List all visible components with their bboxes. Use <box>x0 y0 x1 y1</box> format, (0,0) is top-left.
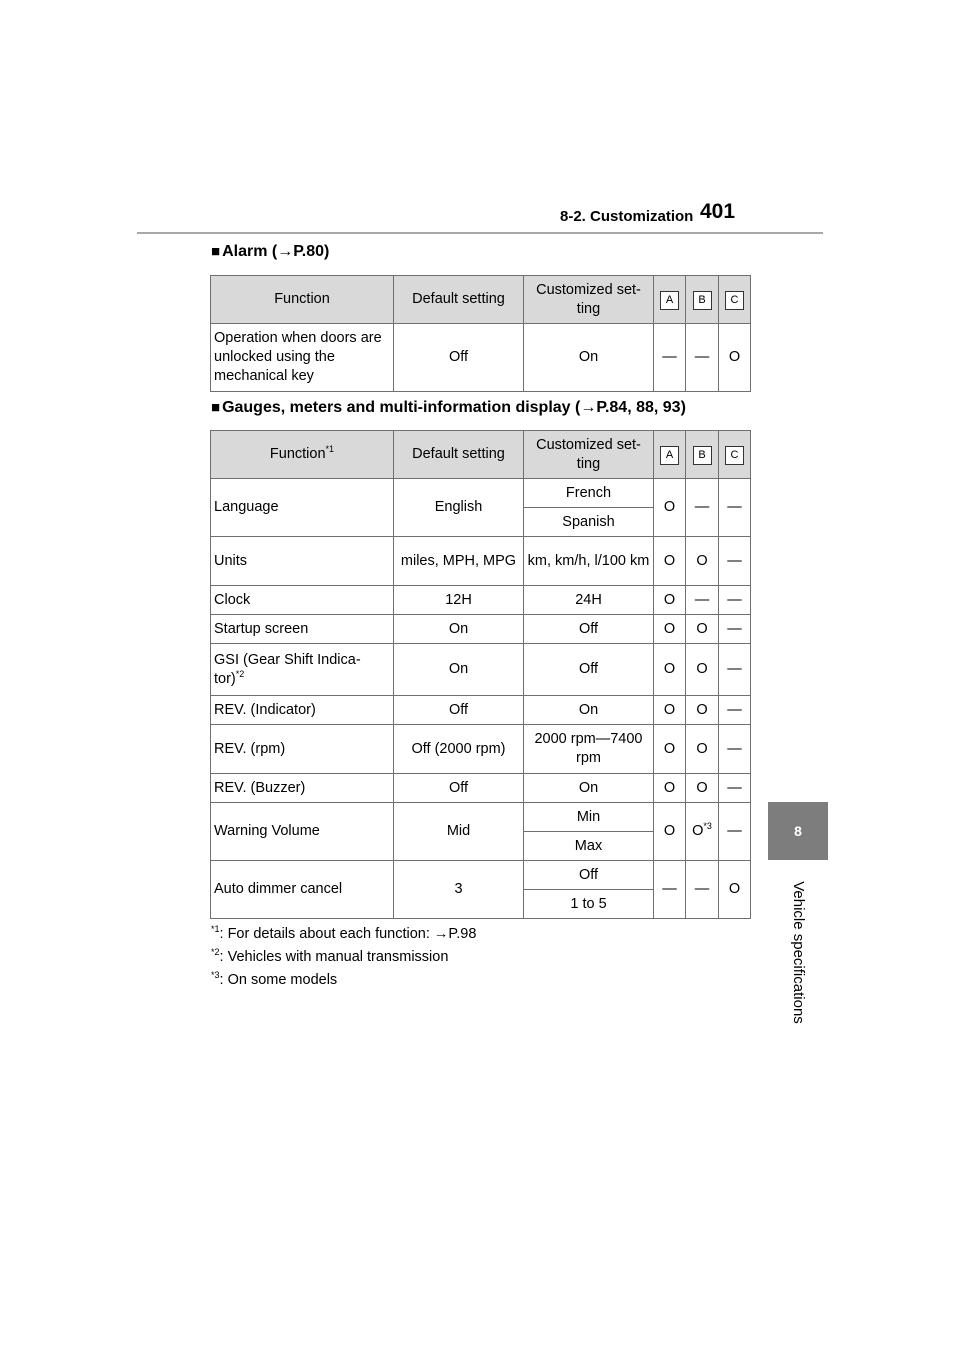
header-a <box>654 431 686 479</box>
table-header-row <box>211 431 751 479</box>
cell-c: — <box>719 696 751 725</box>
footnote-text: : For details about each function: →P.98 <box>219 926 477 942</box>
header-b <box>686 431 719 479</box>
cell-b: O <box>686 537 719 586</box>
cell-custom: Off <box>524 644 654 696</box>
table-row <box>211 479 751 508</box>
alarm-heading <box>211 243 329 261</box>
cell-b: — <box>686 586 719 615</box>
header-customized: Customized set-ting <box>524 276 654 324</box>
cell-default: Off <box>394 696 524 725</box>
cell-a: O <box>654 479 686 537</box>
cell-function: Operation when doors are unlocked using the mechanical key <box>211 324 394 392</box>
letter-b-icon: B <box>693 446 712 465</box>
cell-b: O <box>686 696 719 725</box>
cell-a: O <box>654 774 686 803</box>
cell-b: — <box>686 861 719 919</box>
table-row <box>211 615 751 644</box>
alarm-table <box>210 275 751 392</box>
letter-b-icon: B <box>693 291 712 310</box>
cell-a: O <box>654 725 686 774</box>
header-default: Default setting <box>394 431 524 479</box>
cell-custom: Min <box>524 803 654 832</box>
header-b <box>686 276 719 324</box>
cell-a: O <box>654 803 686 861</box>
cell-custom: 2000 rpm—7400 rpm <box>524 725 654 774</box>
cell-function: Clock <box>211 586 394 615</box>
bullet-icon: ■ <box>211 399 221 416</box>
cell-a: O <box>654 644 686 696</box>
cell-custom: Off <box>524 861 654 890</box>
cell-b-text: O <box>692 823 704 839</box>
cell-c: — <box>719 803 751 861</box>
cell-b: — <box>686 324 719 392</box>
cell-function: Units <box>211 537 394 586</box>
letter-a-icon: A <box>660 291 679 310</box>
cell-function: Language <box>211 479 394 537</box>
table-row <box>211 803 751 832</box>
cell-custom: Max <box>524 832 654 861</box>
table-row <box>211 774 751 803</box>
cell-a: O <box>654 586 686 615</box>
footnote <box>211 949 476 965</box>
cell-custom: French <box>524 479 654 508</box>
cell-b: — <box>686 479 719 537</box>
header-function: Function <box>211 276 394 324</box>
header-function-text: Function <box>269 446 326 462</box>
table-header-row <box>211 276 751 324</box>
gauges-heading <box>211 399 686 417</box>
footnote-mark: *1 <box>211 924 220 935</box>
header-divider <box>137 232 823 234</box>
cell-a: O <box>654 615 686 644</box>
cell-b: O <box>686 615 719 644</box>
cell-b: O <box>686 774 719 803</box>
cell-a: — <box>654 861 686 919</box>
cell-default: 12H <box>394 586 524 615</box>
header-c <box>719 276 751 324</box>
letter-a-icon: A <box>660 446 679 465</box>
cell-custom: On <box>524 696 654 725</box>
chapter-number: 8 <box>794 823 802 839</box>
cell-function: Auto dimmer cancel <box>211 861 394 919</box>
cell-default: On <box>394 615 524 644</box>
cell-c: — <box>719 725 751 774</box>
cell-c: — <box>719 586 751 615</box>
section-title: 8-2. Customization <box>560 208 694 225</box>
cell-default: Off <box>394 324 524 392</box>
cell-default: Mid <box>394 803 524 861</box>
chapter-title: Vehicle specifications <box>789 880 807 1024</box>
cell-c: — <box>719 479 751 537</box>
header-function <box>211 431 394 479</box>
footnote-text: : Vehicles with manual transmission <box>219 949 449 965</box>
header-a <box>654 276 686 324</box>
cell-custom: Spanish <box>524 508 654 537</box>
cell-default: miles, MPH, MPG <box>394 537 524 586</box>
cell-custom: On <box>524 774 654 803</box>
gauges-table <box>210 430 751 919</box>
cell-c: — <box>719 644 751 696</box>
cell-default: On <box>394 644 524 696</box>
cell-function <box>211 644 394 696</box>
footnote-ref: *3 <box>703 821 712 832</box>
gauges-heading-text: Gauges, meters and multi-information display (→P.84, 88, 93) <box>222 399 686 416</box>
cell-default: Off (2000 rpm) <box>394 725 524 774</box>
cell-custom: 24H <box>524 586 654 615</box>
footnote-mark: *3 <box>211 970 220 981</box>
page-number: 401 <box>700 200 736 223</box>
cell-function: REV. (Buzzer) <box>211 774 394 803</box>
footnote-ref: *1 <box>325 444 335 455</box>
cell-c: O <box>719 861 751 919</box>
cell-b <box>686 803 719 861</box>
footnotes <box>211 926 476 995</box>
cell-custom: On <box>524 324 654 392</box>
footnote-mark: *2 <box>211 947 220 958</box>
table-row <box>211 861 751 890</box>
bullet-icon: ■ <box>211 243 221 260</box>
cell-c: — <box>719 537 751 586</box>
cell-b: O <box>686 644 719 696</box>
header-default: Default setting <box>394 276 524 324</box>
footnote <box>211 972 476 988</box>
cell-custom: Off <box>524 615 654 644</box>
cell-function: Warning Volume <box>211 803 394 861</box>
footnote <box>211 926 476 942</box>
chapter-tab <box>768 802 828 860</box>
cell-function: REV. (rpm) <box>211 725 394 774</box>
cell-default: Off <box>394 774 524 803</box>
header-c <box>719 431 751 479</box>
cell-b: O <box>686 725 719 774</box>
cell-c: — <box>719 774 751 803</box>
cell-custom: 1 to 5 <box>524 890 654 919</box>
header-customized: Customized set-ting <box>524 431 654 479</box>
cell-a: O <box>654 696 686 725</box>
cell-c: — <box>719 615 751 644</box>
cell-default: 3 <box>394 861 524 919</box>
cell-function: REV. (Indicator) <box>211 696 394 725</box>
cell-custom: km, km/h, l/100 km <box>524 537 654 586</box>
footnote-ref: *2 <box>235 668 245 679</box>
letter-c-icon: C <box>725 446 744 465</box>
cell-c: O <box>719 324 751 392</box>
cell-a: O <box>654 537 686 586</box>
letter-c-icon: C <box>725 291 744 310</box>
table-row <box>211 537 751 586</box>
cell-function: Startup screen <box>211 615 394 644</box>
table-row <box>211 644 751 696</box>
table-row <box>211 696 751 725</box>
chapter-label <box>783 868 813 1036</box>
cell-a: — <box>654 324 686 392</box>
table-row <box>211 725 751 774</box>
alarm-heading-text: Alarm (→P.80) <box>222 243 330 260</box>
footnote-text: : On some models <box>219 972 338 988</box>
table-row <box>211 324 751 392</box>
table-row <box>211 586 751 615</box>
cell-default: English <box>394 479 524 537</box>
cell-function-text: GSI (Gear Shift Indica-tor) <box>214 651 361 687</box>
